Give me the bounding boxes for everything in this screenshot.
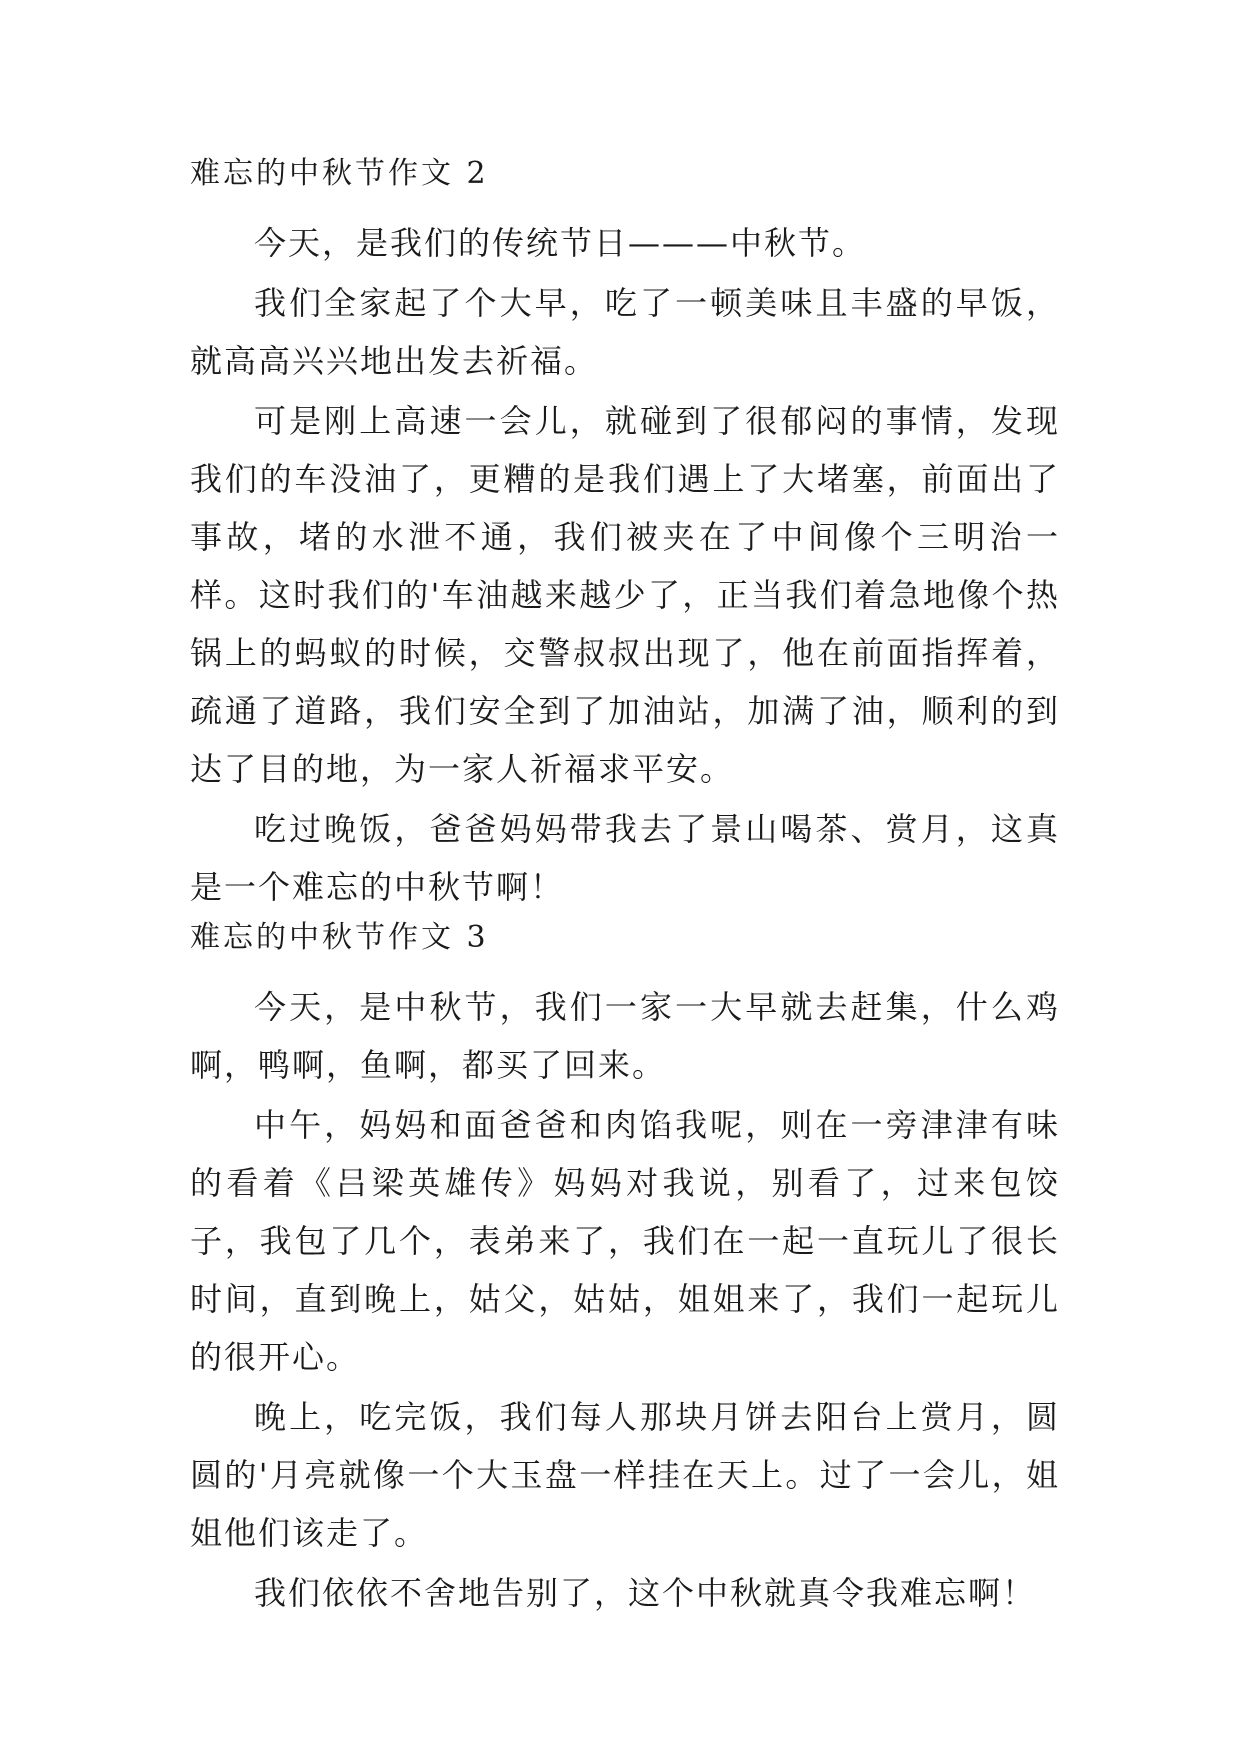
essay-section-2	[190, 158, 1060, 916]
paragraph: 中午，妈妈和面爸爸和肉馅我呢，则在一旁津津有味的看着《吕梁英雄传》妈妈对我说，别看了，过来包饺子，我包了几个，表弟来了，我们在一起一直玩儿了很长时间，直到晚上，姑父，姑姑，姐姐来了，我们一起玩儿的很开心。	[190, 1106, 1060, 1376]
paragraph: 今天，是中秋节，我们一家一大早就去赶集，什么鸡啊，鸭啊，鱼啊，都买了回来。	[190, 988, 1060, 1084]
section-title: 难忘的中秋节作文 3	[190, 920, 489, 955]
paragraph: 吃过晚饭，爸爸妈妈带我去了景山喝茶、赏月，这真是一个难忘的中秋节啊！	[190, 810, 1060, 906]
paragraph: 今天，是我们的传统节日———中秋节。	[254, 224, 867, 262]
paragraph: 我们依依不舍地告别了，这个中秋就真令我难忘啊！	[254, 1574, 1037, 1612]
essay-section-3	[190, 922, 1060, 1622]
document-body	[190, 158, 1060, 1624]
paragraph: 晚上，吃完饭，我们每人那块月饼去阳台上赏月，圆圆的'月亮就像一个大玉盘一样挂在天上。过了一会儿，姐姐他们该走了。	[190, 1398, 1060, 1552]
paragraph: 可是刚上高速一会儿，就碰到了很郁闷的事情，发现我们的车没油了，更糟的是我们遇上了大堵塞，前面出了事故，堵的水泄不通，我们被夹在了中间像个三明治一样。这时我们的'车油越来越少了，正当我们着急地像个热锅上的蚂蚁的时候，交警叔叔出现了，他在前面指挥着，疏通了道路，我们安全到了加油站，加满了油，顺利的到达了目的地，为一家人祈福求平安。	[190, 402, 1060, 788]
paragraph: 我们全家起了个大早，吃了一顿美味且丰盛的早饭，就高高兴兴地出发去祈福。	[190, 284, 1060, 380]
section-title: 难忘的中秋节作文 2	[190, 156, 489, 191]
